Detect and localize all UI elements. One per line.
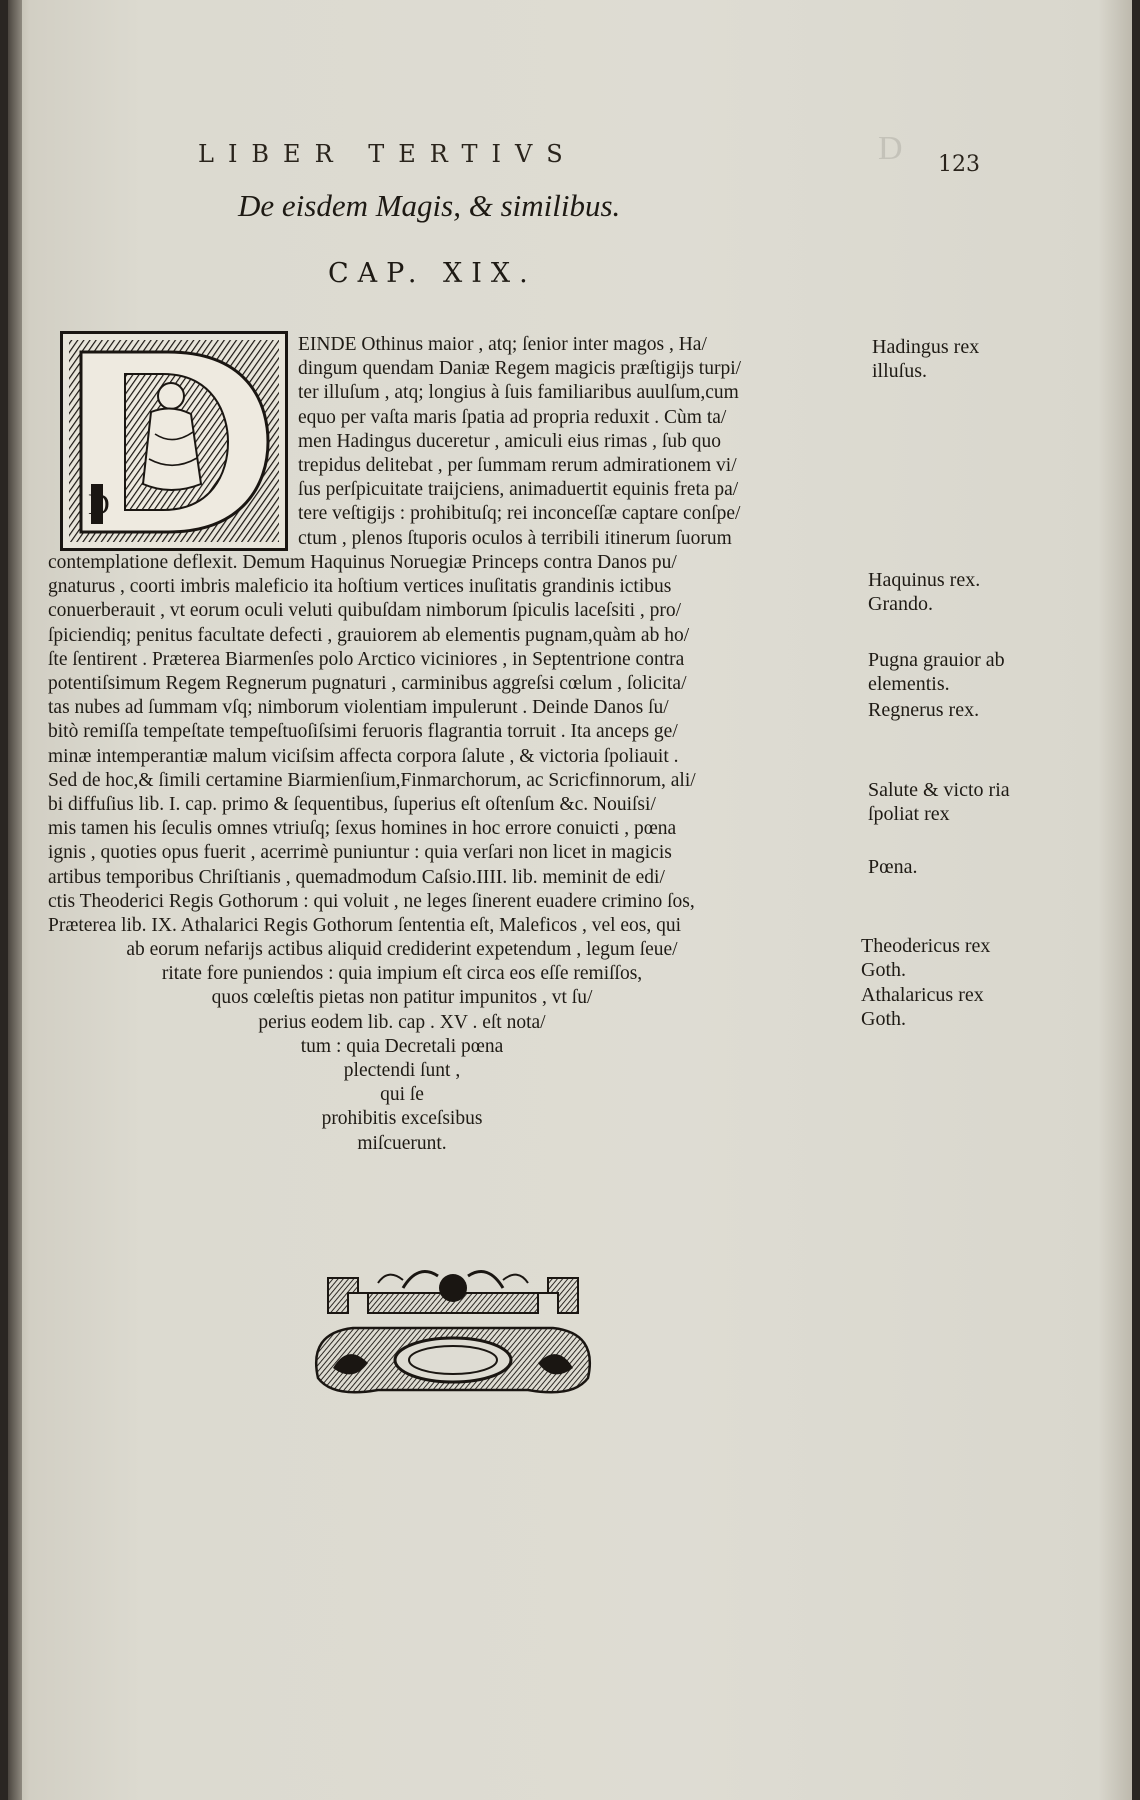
ornament-art [308, 1258, 598, 1400]
text-line: ritate fore puniendos : quia impium eſt circa eos eſſe remiſſos, [161, 963, 643, 985]
text-line: contemplatione deflexit. Demum Haquinus Noruegiæ Princeps contra Danos pu/ [48, 552, 677, 573]
text-line: EINDE Othinus maior , atq; ſenior inter magos , Ha/ [298, 334, 707, 355]
margin-note: Athalaricus rex Goth. [861, 984, 984, 1030]
text-line: tum : quia Decretali pœna [300, 1035, 504, 1057]
text-line: tere veſtigijs : prohibituſq; rei inconceſſæ captare conſpe/ [298, 503, 741, 525]
text-line: ctis Theoderici Regis Gothorum : qui voluit , ne leges ſinerent euadere crimino ſos, [48, 890, 695, 912]
margin-note: Pugna grauior ab elementis. [868, 649, 1005, 695]
margin-note: Pœna. [868, 856, 918, 878]
text-line: minæ intemperantiæ malum viciſsim affecta corpora ſalute , & victoria ſpoliauit . [48, 745, 679, 767]
text-line: ignis , quoties opus fuerit , acerrimè puniuntur : quia verſari non licet in magicis [48, 842, 672, 864]
chapter-subtitle: De eisdem Magis, & similibus. [238, 188, 621, 223]
text-line: artibus temporibus Chriſtianis , quemadmodum Caſsio.IIII. lib. meminit de edi/ [48, 866, 665, 888]
text-line: ter illuſum , atq; longius à ſuis familiaribus auulſum,cum [298, 382, 739, 404]
text-line: men Hadingus duceretur , amiculi eius rimas , ſub quo [298, 430, 721, 452]
text-line: equo per vaſta maris ſpatia ad propria reduxit . Cùm ta/ [298, 406, 727, 428]
running-title: LIBER TERTIVS [198, 140, 577, 168]
text-line: plectendi ſunt , [343, 1060, 461, 1082]
text-line: conuerberauit , vt eorum oculi veluti quibuſdam nimborum ſpiculis laceſsiti , pro/ [48, 600, 682, 622]
taper-text-block [48, 938, 756, 1156]
show-through: D [878, 130, 903, 167]
text-line: prohibitis exceſsibus [321, 1108, 483, 1130]
text-line: gnaturus , coorti imbris maleficio ita hoſtium vertices inuſitatis grandinis ictibus [48, 576, 672, 598]
text-line: trepidus delitebat , per ſummam rerum admirationem vi/ [298, 455, 737, 477]
text-line: bitò remiſſa tempeſtate tempeſtuoſiſsimi feruoris flagrantia torruit . Ita anceps ge/ [48, 721, 678, 743]
text-line: ſte ſentirent . Præterea Biarmenſes polo Arctico viciniores , in Septentrione contra [48, 648, 685, 670]
page-number: 123 [938, 152, 980, 177]
margin-note: Regnerus rex. [868, 699, 980, 721]
margin-note: Haquinus rex. Grando. [868, 569, 981, 615]
text-line: perius eodem lib. cap . XV . eſt nota/ [258, 1011, 546, 1033]
chapter-number: CAP. XIX. [328, 258, 537, 289]
text-line: ctum , plenos ſtuporis oculos à terribili itinerum ſuorum [298, 527, 732, 549]
text-line: miſcuerunt. [357, 1132, 447, 1154]
text-line: ſus perſpicuitate traijciens, animaduertit equinis freta pa/ [298, 479, 739, 501]
book-spine-edge [8, 0, 22, 1800]
woodcut-initial-d [60, 331, 288, 551]
text-line: bi diffuſius lib. I. cap. primo & ſequentibus, ſuperius eſt oſtenſum &c. Nouiſsi/ [48, 794, 656, 816]
text-line: ab eorum nefarijs actibus aliquid crediderint expetendum , legum ſeue/ [126, 939, 678, 960]
text-line: Præterea lib. IX. Athalarici Regis Gothorum ſententia eſt, Maleficos , vel eos, qui [48, 915, 682, 937]
tailpiece-ornament [308, 1258, 598, 1400]
text-line: Sed de hoc,& ſimili certamine Biarmienſium,Finmarchorum, ac Scricfinnorum, ali/ [48, 769, 696, 791]
text-line: qui ſe [380, 1084, 424, 1106]
indented-text-block [298, 333, 753, 551]
woodcut-initial-art [63, 334, 285, 548]
text-line: potentiſsimum Regem Regnerum pugnaturi , carminibus aggreſsi cœlum , ſolicita/ [48, 673, 687, 695]
text-line: quos cœleſtis pietas non patitur impunitos , vt ſu/ [211, 987, 593, 1009]
margin-note: Hadingus rex illuſus. [872, 336, 980, 382]
text-line: mis tamen his ſeculis omnes vtriuſq; ſexus homines in hoc errore conuicti , pœna [48, 818, 677, 840]
full-text-block [48, 551, 756, 938]
margin-note: Salute & victo ria ſpoliat rex [868, 779, 1010, 825]
text-line: dingum quendam Daniæ Regem magicis præſtigijs turpi/ [298, 358, 742, 380]
dropcap-letter: D [88, 488, 110, 521]
text-line: tas nubes ad ſummam vſq; nimborum violentiam impulerunt . Deinde Danos ſu/ [48, 697, 669, 719]
text-line: ſpiciendiq; penitus facultate defecti , grauiorem ab elementis pugnam,quàm ab ho/ [48, 624, 690, 646]
book-page [8, 0, 1132, 1800]
margin-note: Theodericus rex Goth. [861, 935, 991, 981]
